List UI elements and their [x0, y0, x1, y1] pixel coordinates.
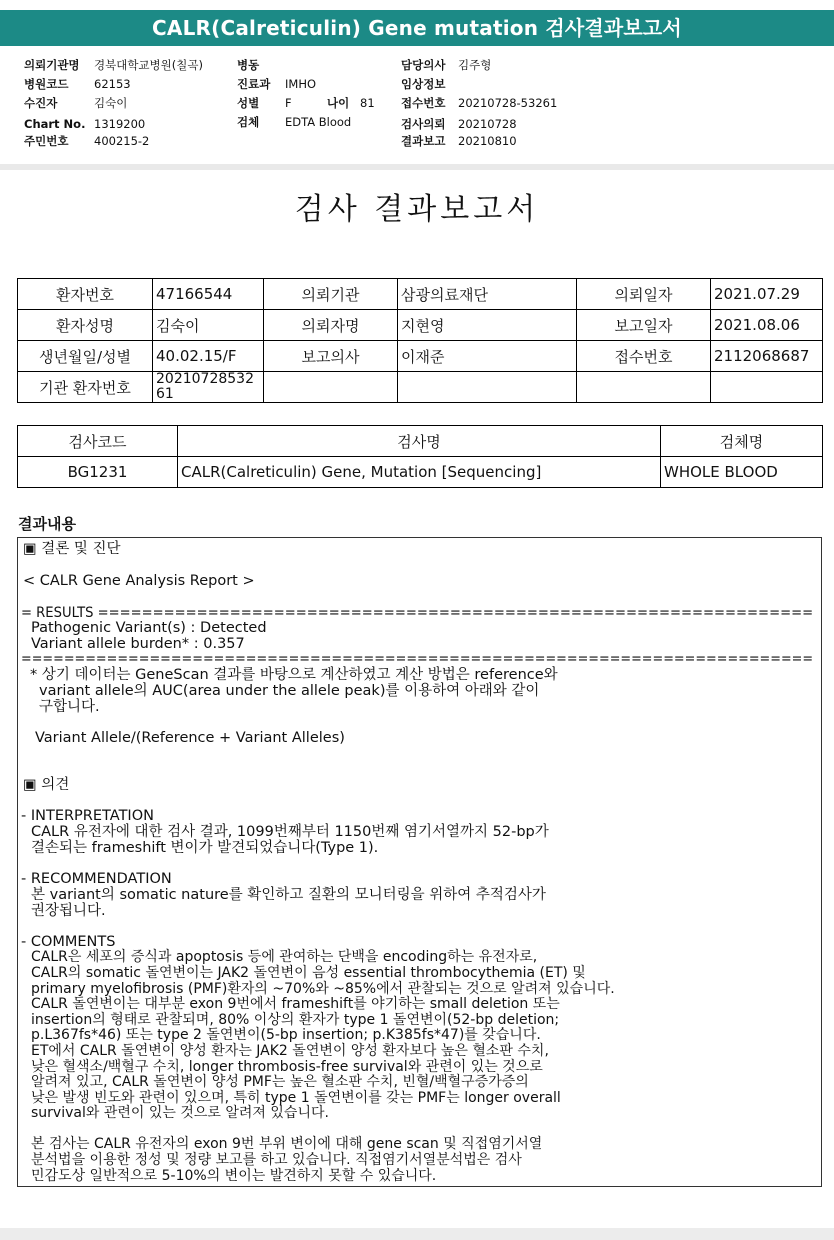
table-cell: 환자성명 [18, 310, 153, 341]
comment-line: CALR은 세포의 증식과 apoptosis 등에 관여하는 단백을 encoding하는 유전자로, [31, 949, 538, 965]
table-header-cell: 검사코드 [18, 426, 178, 457]
header-label: Chart No. [24, 117, 86, 131]
header-row-age [327, 96, 375, 110]
table-cell: 기관 환자번호 [18, 372, 153, 403]
table-cell: WHOLE BLOOD [661, 457, 823, 488]
table-row [18, 372, 823, 403]
comment-line: survival와 관련이 있는 것으로 알려져 있습니다. [31, 1105, 329, 1121]
header-label: 결과보고 [401, 134, 446, 148]
header-label: 임상정보 [401, 77, 446, 91]
footer-band [0, 1228, 834, 1240]
comment-line: CALR 돌연변이는 대부분 exon 9번에서 frameshift를 야기하는 small deletion 또는 [31, 996, 560, 1012]
table-cell: 2021.07.29 [711, 279, 823, 310]
report-title-bar: CALR(Calreticulin) Gene mutation 검사결과보고서 [0, 10, 834, 46]
header-value: 1319200 [94, 117, 146, 131]
header-row-department [237, 77, 316, 91]
result-text-line: 구합니다. [39, 699, 100, 715]
table-cell: 지현영 [398, 310, 577, 341]
comment-line: 민감도상 일반적으로 5-10%의 변이는 발견하지 못할 수 있습니다. [31, 1168, 437, 1184]
header-label: 성별 [237, 96, 260, 110]
recommendation-heading: - RECOMMENDATION [21, 871, 172, 887]
header-row-ward [237, 58, 285, 72]
table-cell [398, 372, 577, 403]
header-label: 접수번호 [401, 96, 446, 110]
comment-line: 낮은 혈색소/백혈구 수치, longer thrombosis-free survival와 관련이 있는 것으로 [31, 1059, 543, 1075]
table-row [18, 457, 823, 488]
table-cell: 이재준 [398, 341, 577, 372]
table-cell: 의뢰기관 [264, 279, 398, 310]
table-header-cell: 검체명 [661, 426, 823, 457]
header-row-request-date [401, 117, 517, 131]
header-separator [0, 164, 834, 170]
table-row [18, 279, 823, 310]
comment-line: insertion의 형태로 관찰되며, 80% 이상의 환자가 type 1 돌연변이(52-bp deletion; [31, 1012, 560, 1028]
header-label: 병동 [237, 58, 260, 72]
table-cell: 2021.08.06 [711, 310, 823, 341]
header-label: 수진자 [24, 96, 58, 110]
table-cell [264, 372, 398, 403]
section-conclusion-heading: ▣ 결론 및 진단 [23, 541, 121, 557]
header-label: 병원코드 [24, 77, 69, 91]
result-text-line: 결손되는 frameshift 변이가 발견되었습니다(Type 1). [31, 840, 379, 856]
header-row-patient [24, 96, 127, 110]
pathogenic-variant-line: Pathogenic Variant(s) : Detected [31, 620, 267, 636]
header-label: 검체 [237, 115, 260, 129]
result-text-line: * 상기 데이터는 GeneScan 결과를 바탕으로 계산하였고 계산 방법은 reference와 [30, 667, 558, 683]
result-text-line: CALR 유전자에 대한 검사 결과, 1099번째부터 1150번째 염기서열까지 52-bp가 [31, 824, 549, 840]
table-cell: 2112068687 [711, 341, 823, 372]
header-row-receipt-no [401, 96, 557, 110]
formula-line: Variant Allele/(Reference + Variant Alleles) [35, 730, 345, 746]
header-value: 81 [360, 96, 375, 110]
comment-line: 분석법을 이용한 정성 및 정량 보고를 하고 있습니다. 직접염기서열분석법은 검사 [31, 1152, 522, 1168]
header-value: F [285, 96, 292, 110]
table-cell: 보고의사 [264, 341, 398, 372]
header-row-chart-no [24, 117, 145, 131]
table-header-cell: 검사명 [178, 426, 661, 457]
comment-line: 본 검사는 CALR 유전자의 exon 9번 부위 변이에 대해 gene scan 및 직접염기서열 [31, 1136, 543, 1152]
comment-line: p.L367fs*46) 또는 type 2 돌연변이(5-bp insertion; p.K385fs*47)를 갖습니다. [31, 1027, 541, 1043]
section-opinion-heading: ▣ 의견 [23, 777, 70, 793]
table-cell: 47166544 [153, 279, 264, 310]
table-cell: BG1231 [18, 457, 178, 488]
header-row-resident-no [24, 134, 149, 148]
header-label: 진료과 [237, 77, 271, 91]
header-label: 나이 [327, 96, 350, 110]
table-cell: 김숙이 [153, 310, 264, 341]
result-text-line: 본 variant의 somatic nature를 확인하고 질환의 모니터링을 위하여 추적검사가 [31, 887, 546, 903]
header-value: 62153 [94, 77, 131, 91]
comment-line: CALR의 somatic 돌연변이는 JAK2 돌연변이 음성 essential thrombocythemia (ET) 및 [31, 965, 586, 981]
test-info-table [17, 425, 823, 488]
table-cell: 생년월일/성별 [18, 341, 153, 372]
header-value: 20210728-53261 [458, 96, 558, 110]
results-separator: ========================================================================== [21, 651, 814, 667]
table-header-row [18, 426, 823, 457]
table-cell: 2021072853261 [153, 372, 264, 403]
result-text-line: 권장됩니다. [31, 903, 106, 919]
comment-line: ET에서 CALR 돌연변이 양성 환자는 JAK2 돌연변이 양성 환자보다 높은 혈소판 수치, [31, 1043, 549, 1059]
table-row [18, 341, 823, 372]
header-row-hospital-code [24, 77, 131, 91]
table-cell: 의뢰일자 [577, 279, 711, 310]
table-row [18, 310, 823, 341]
patient-info-table [17, 278, 823, 403]
header-value: EDTA Blood [285, 115, 352, 129]
section-heading: 결과내용 [18, 515, 76, 533]
header-label: 검사의뢰 [401, 117, 446, 131]
result-text-line: variant allele의 AUC(area under the allele peak)를 이용하여 아래와 같이 [39, 683, 540, 699]
table-cell [577, 372, 711, 403]
table-cell: 접수번호 [577, 341, 711, 372]
table-cell: 의뢰자명 [264, 310, 398, 341]
header-row-sex [237, 96, 292, 110]
header-label: 담당의사 [401, 58, 446, 72]
header-value: 경북대학교병원(칠곡) [94, 58, 203, 72]
comment-line: 알려져 있고, CALR 돌연변이 양성 PMF는 높은 혈소판 수치, 빈혈/백혈구증가증의 [31, 1074, 529, 1090]
results-separator: = RESULTS ================================================================= [21, 605, 814, 621]
header-value: 20210728 [458, 117, 517, 131]
interpretation-heading: - INTERPRETATION [21, 808, 154, 824]
page-title: 검사 결과보고서 [294, 192, 540, 227]
header-row-doctor [401, 58, 491, 72]
header-row-clinical-info [401, 77, 458, 91]
table-cell [711, 372, 823, 403]
header-value: 400215-2 [94, 134, 150, 148]
header-row-report-date [401, 134, 517, 148]
report-subtitle: < CALR Gene Analysis Report > [23, 573, 255, 589]
header-row-specimen [237, 115, 351, 129]
table-cell: 환자번호 [18, 279, 153, 310]
header-row-institution [24, 58, 203, 72]
header-value: 20210810 [458, 134, 517, 148]
header-label: 주민번호 [24, 134, 69, 148]
table-cell: 40.02.15/F [153, 341, 264, 372]
comment-line: 낮은 발생 빈도와 관련이 있으며, 특히 type 1 돌연변이를 갖는 PMF는 longer overall [31, 1090, 561, 1106]
result-content-box [17, 537, 822, 1187]
header-value: 김주형 [458, 58, 492, 72]
comments-heading: - COMMENTS [21, 934, 116, 950]
table-cell: 보고일자 [577, 310, 711, 341]
header-label: 의뢰기관명 [24, 58, 80, 72]
table-cell: CALR(Calreticulin) Gene, Mutation [Sequencing] [178, 457, 661, 488]
table-cell: 삼광의료재단 [398, 279, 577, 310]
header-value: 김숙이 [94, 96, 128, 110]
variant-burden-line: Variant allele burden* : 0.357 [31, 636, 245, 652]
header-value: IMHO [285, 77, 317, 91]
comment-line: primary myelofibrosis (PMF)환자의 ~70%와 ~85%에서 관찰되는 것으로 알려져 있습니다. [31, 981, 615, 997]
